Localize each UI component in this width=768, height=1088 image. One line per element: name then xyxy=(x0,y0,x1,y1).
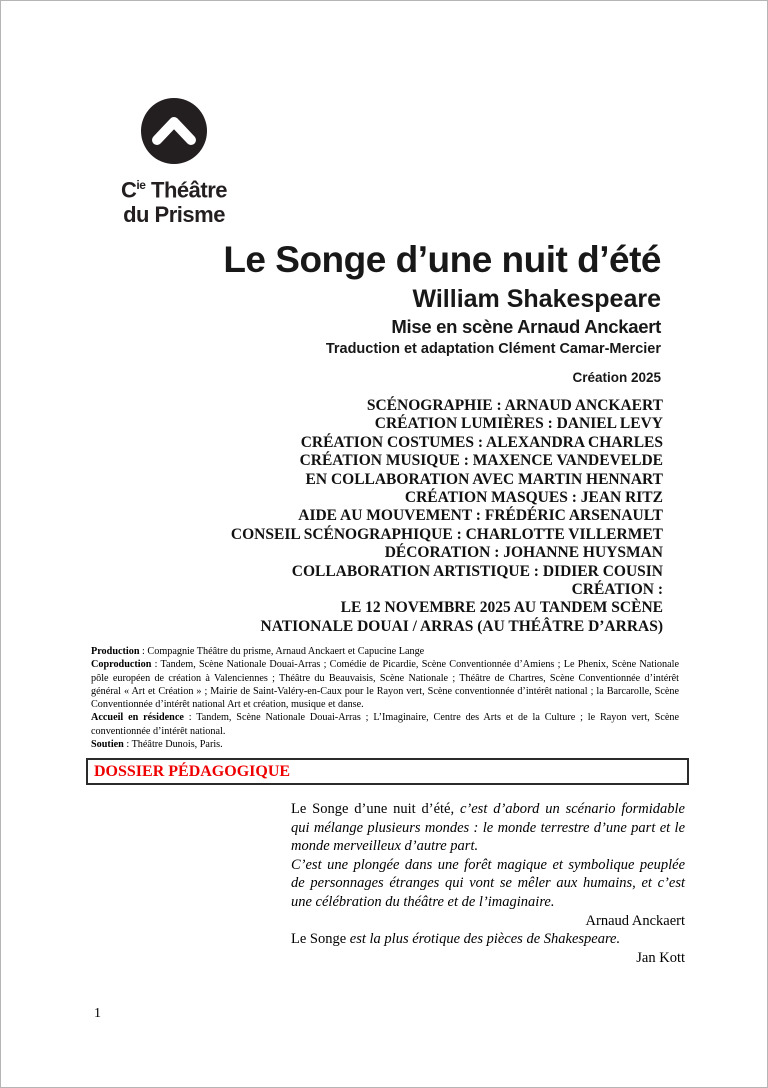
quoted-play-title: Le Songe xyxy=(291,931,347,948)
creation-year: Création 2025 xyxy=(572,370,661,385)
production-block xyxy=(91,645,679,751)
quote-attribution: Arnaud Anckaert xyxy=(585,912,685,929)
credit-line: CRÉATION COSTUMES : ALEXANDRA CHARLES xyxy=(300,433,663,451)
chevron-up-icon xyxy=(141,98,207,164)
credit-line: COLLABORATION ARTISTIQUE : DIDIER COUSIN xyxy=(291,562,663,580)
production-label: Soutien xyxy=(91,739,124,751)
production-label: Accueil en résidence xyxy=(91,712,184,724)
credits-list xyxy=(231,397,663,636)
credit-line: DÉCORATION : JOHANNE HUYSMAN xyxy=(384,544,663,562)
production-entry: Production : Compagnie Théâtre du prisme, Arnaud Anckaert et Capucine Lange xyxy=(91,646,425,657)
production-label: Production xyxy=(91,646,140,657)
section-title: DOSSIER PÉDAGOGIQUE xyxy=(94,763,291,780)
credit-line: EN COLLABORATION AVEC MARTIN HENNART xyxy=(305,470,663,488)
translation-credit: Traduction et adaptation Clément Camar-Mercier xyxy=(325,341,661,357)
quoted-play-title: Le Songe d’une nuit d’été, xyxy=(291,801,455,817)
credit-line: LE 12 NOVEMBRE 2025 AU TANDEM SCÈNE xyxy=(340,599,663,617)
credit-line: NATIONALE DOUAI / ARRAS (AU THÉÂTRE D’ARRAS) xyxy=(260,617,663,635)
credit-line: CRÉATION LUMIÈRES : DANIEL LEVY xyxy=(374,415,663,433)
quote-paragraph-2: C’est une plongée dans une forêt magique et symbolique peuplée de personnages étranges qui vont se mêler aux humains, et c’est une célébration du théâtre et de l’imaginaire. xyxy=(291,856,685,910)
company-logo xyxy=(107,98,241,227)
credit-line: CONSEIL SCÉNOGRAPHIQUE : CHARLOTTE VILLERMET xyxy=(230,525,663,543)
production-entry: Accueil en résidence : Tandem, Scène Nationale Douai-Arras ; L’Imaginaire, Centre des Arts et de la Culture ; le Rayon vert, Scène conventionnée d’intérêt national. xyxy=(91,712,679,737)
author: William Shakespeare xyxy=(412,285,661,313)
quote-kott: Le Songe est la plus érotique des pièces de Shakespeare. xyxy=(291,931,621,948)
page-number: 1 xyxy=(94,1006,101,1021)
quote-paragraph-1: Le Songe d’une nuit d’été, c’est d’abord un scénario formidable qui mélange plusieurs mondes : le monde terrestre d’une part et le monde merveilleux d’autre part. xyxy=(291,801,685,855)
company-name-line2: du Prisme xyxy=(123,202,225,228)
credit-line: CRÉATION : xyxy=(571,581,663,599)
stage-direction: Mise en scène Arnaud Anckaert xyxy=(391,316,661,337)
production-entry: Coproduction : Tandem, Scène Nationale Douai-Arras ; Comédie de Picardie, Scène Conventionnée d’Amiens ; Le Phenix, Scène Nationale pôle européen de création à Valenciennes ; Théâtre du Beauvaisis, Scène Nationale ; Théâtre de Chartres, Scène Conventionnée d’intérêt général « Art et Création » ; Mairie de Saint-Valéry-en-Caux pour le Rayon vert, Scène conventionnée d’intérêt national ; la Barcarolle, Scène Conventionnée d’intérêt national Art et création, musique et danse. xyxy=(91,659,679,711)
prisme-logo-icon xyxy=(141,98,207,164)
section-header-box xyxy=(86,758,689,785)
company-name xyxy=(107,173,241,227)
credit-line: SCÉNOGRAPHIE : ARNAUD ANCKAERT xyxy=(366,397,663,414)
company-name-line1: $C^{ie}$ Théâtre xyxy=(121,177,227,203)
production-label: Coproduction xyxy=(91,659,152,671)
credit-line: AIDE AU MOUVEMENT : FRÉDÉRIC ARSENAULT xyxy=(298,507,663,525)
credit-line: CRÉATION MUSIQUE : MAXENCE VANDEVELDE xyxy=(299,452,663,470)
quote-block xyxy=(291,800,685,967)
production-entry: Soutien : Théâtre Dunois, Paris. xyxy=(91,739,223,751)
quote-attribution: Jan Kott xyxy=(636,949,685,966)
title-block xyxy=(223,237,661,387)
play-title: Le Songe d’une nuit d’été xyxy=(223,239,661,280)
credit-line: CRÉATION MASQUES : JEAN RITZ xyxy=(404,489,663,507)
